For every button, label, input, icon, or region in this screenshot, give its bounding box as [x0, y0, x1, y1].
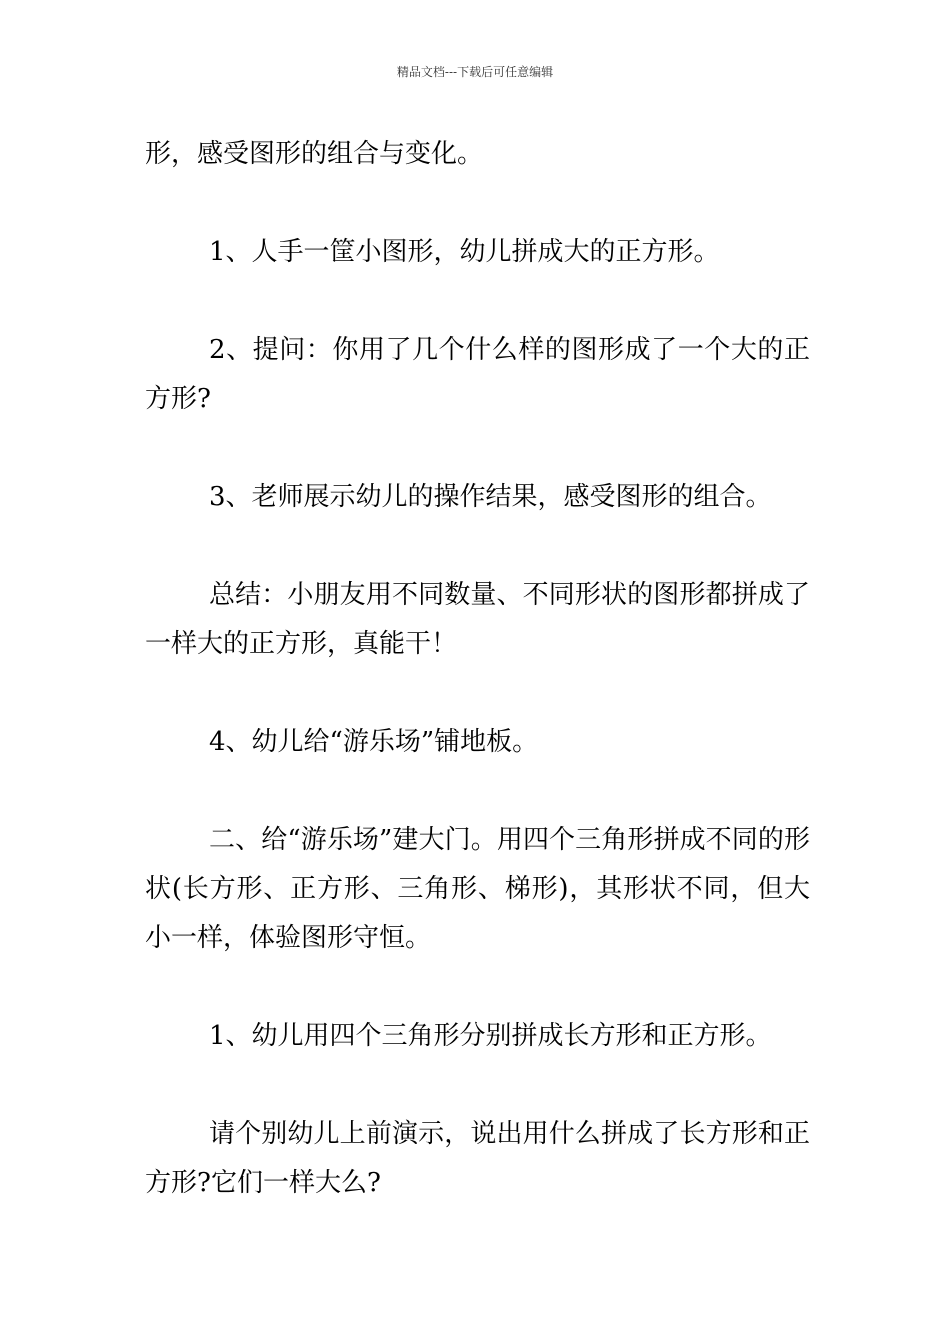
paragraph-section-two-step-1: 1、幼儿用四个三角形分别拼成长方形和正方形。	[209, 1021, 772, 1051]
paragraph-summary: 总结：小朋友用不同数量、不同形状的图形都拼成了一样大的正方形，真能干！	[145, 580, 810, 659]
paragraph-section-two: 二、给“游乐场”建大门。用四个三角形拼成不同的形状(长方形、正方形、三角形、梯形)，其形状不同，但大小一样，体验图形守恒。	[145, 825, 810, 953]
paragraph-demonstration: 请个别幼儿上前演示，说出用什么拼成了长方形和正方形?它们一样大么?	[145, 1119, 810, 1198]
paragraph-step-4: 4、幼儿给“游乐场”铺地板。	[209, 727, 539, 757]
document-body	[145, 130, 810, 1208]
page-header: 精品文档---下载后可任意编辑	[396, 65, 554, 79]
paragraph-step-2: 2、提问：你用了几个什么样的图形成了一个大的正方形?	[145, 335, 810, 414]
paragraph-continuation: 形，感受图形的组合与变化。	[145, 139, 484, 169]
paragraph-step-1: 1、人手一筐小图形，幼儿拼成大的正方形。	[209, 237, 720, 267]
paragraph-step-3: 3、老师展示幼儿的操作结果，感受图形的组合。	[209, 482, 772, 512]
